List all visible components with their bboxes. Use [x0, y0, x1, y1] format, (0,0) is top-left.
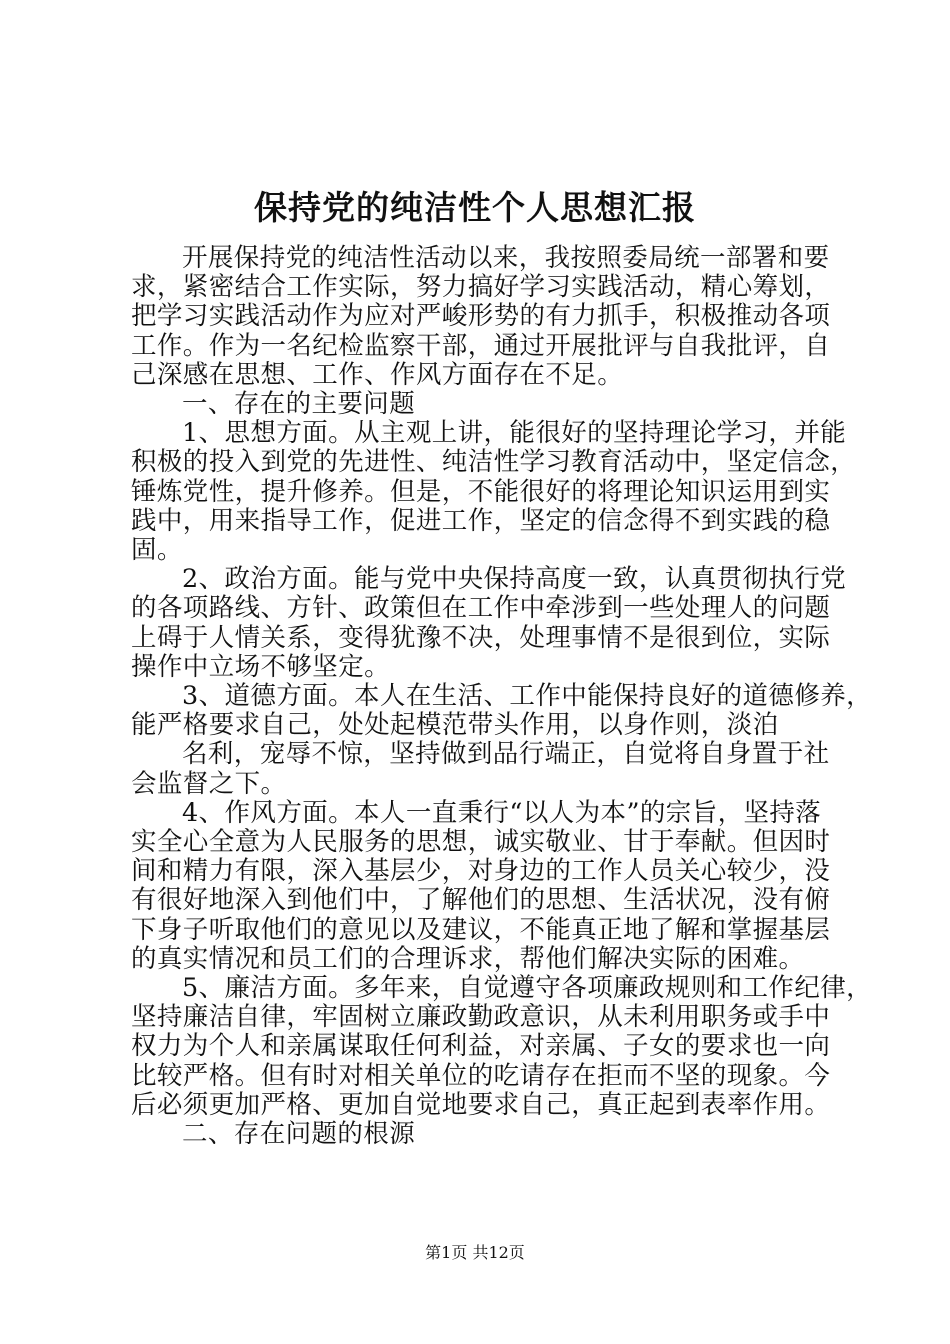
body-line: 上碍于人情关系，变得犹豫不决，处理事情不是很到位，实际	[131, 622, 831, 653]
body-line: 坚持廉洁自律，牢固树立廉政勤政意识，从未利用职务或手中	[131, 1002, 831, 1033]
body-line: 能严格要求自己，处处起模范带头作用，以身作则，淡泊	[131, 710, 779, 741]
body-line: 固。	[131, 535, 183, 565]
body-line: 实全心全意为人民服务的思想，诚实敬业、甘于奉献。但因时	[131, 827, 831, 857]
body-line: 比较严格。但有时对相关单位的吃请存在拒而不坚的现象。今	[131, 1060, 831, 1091]
body-line: 己深感在思想、工作、作风方面存在不足。	[131, 359, 624, 390]
body-line: 求，紧密结合工作实际，努力搞好学习实践活动，精心筹划，	[131, 272, 831, 303]
body-line: 3、道德方面。本人在生活、工作中能保持良好的道德修养，	[182, 681, 873, 711]
body-line: 有很好地深入到他们中，了解他们的思想、生活状况，没有俯	[131, 885, 831, 916]
body-line: 把学习实践活动作为应对严峻形势的有力抓手，积极推动各项	[131, 301, 831, 332]
page-footer: 第1页 共12页	[425, 1243, 525, 1262]
document-title: 保持党的纯洁性个人思想汇报	[254, 188, 696, 227]
body-line: 间和精力有限，深入基层少，对身边的工作人员关心较少，没	[131, 856, 831, 887]
body-line: 的真实情况和员工们的合理诉求，帮他们解决实际的困难。	[131, 943, 805, 974]
body-line: 5、廉洁方面。多年来，自觉遵守各项廉政规则和工作纪律，	[182, 973, 873, 1003]
body-line: 锤炼党性，提升修养。但是，不能很好的将理论知识运用到实	[131, 476, 831, 507]
body-line: 积极的投入到党的先进性、纯洁性学习教育活动中，坚定信念，	[131, 447, 857, 478]
body-line: 4、作风方面。本人一直秉行“以人为本”的宗旨，坚持落	[182, 797, 822, 828]
body-line: 1、思想方面。从主观上讲，能很好的坚持理论学习，并能	[182, 418, 847, 449]
body-line: 后必须更加严格、更加自觉地要求自己，真正起到表率作用。	[131, 1089, 831, 1120]
body-line: 名利，宠辱不惊，坚持做到品行端正，自觉将自身置于社	[182, 739, 830, 770]
body-line: 下身子听取他们的意见以及建议，不能真正地了解和掌握基层	[131, 914, 831, 945]
body-line: 会监督之下。	[131, 768, 287, 799]
body-line: 的各项路线、方针、政策但在工作中牵涉到一些处理人的问题	[131, 593, 831, 624]
body-line: 权力为个人和亲属谋取任何利益，对亲属、子女的要求也一向	[131, 1031, 831, 1062]
body-line: 开展保持党的纯洁性活动以来，我按照委局统一部署和要	[182, 243, 830, 273]
body-line: 践中，用来指导工作，促进工作，坚定的信念得不到实践的稳	[131, 505, 831, 536]
body-line: 二、存在问题的根源	[182, 1119, 416, 1149]
body-line: 工作。作为一名纪检监察干部，通过开展批评与自我批评，自	[131, 330, 831, 361]
body-line: 2、政治方面。能与党中央保持高度一致，认真贯彻执行党	[182, 564, 847, 595]
body-line: 一、存在的主要问题	[182, 389, 416, 419]
body-line: 操作中立场不够坚定。	[131, 651, 391, 682]
